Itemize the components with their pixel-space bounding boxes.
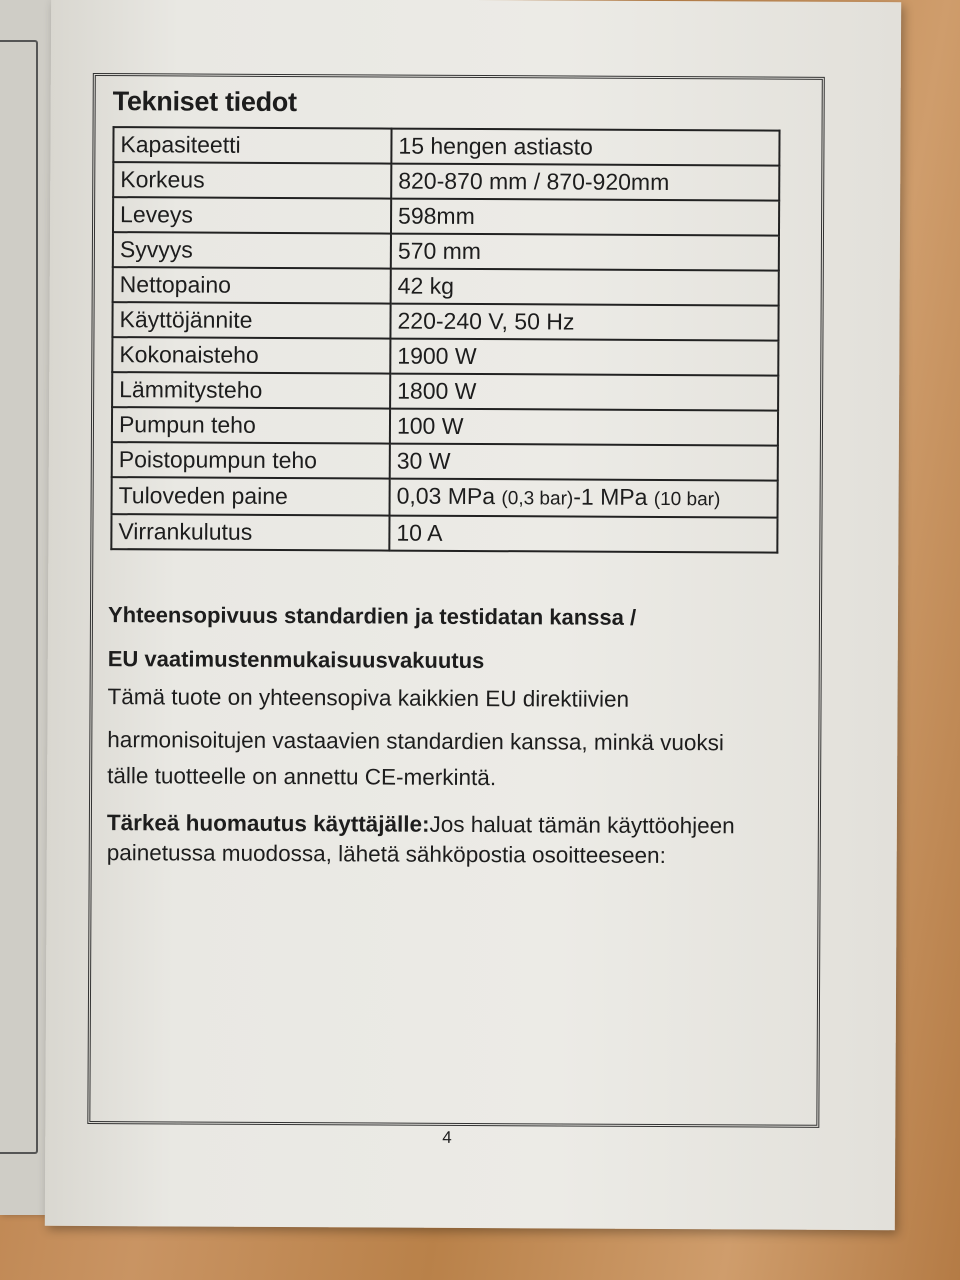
page-number: 4 [442,1127,452,1147]
spec-value-text: 1800 W [397,377,477,405]
section-body-line-3: tälle tuotteelle on annettu CE-merkintä. [107,763,497,791]
spec-label: Kokonaisteho [112,337,390,373]
table-row [112,477,778,517]
spec-value [390,409,778,446]
table-row [113,267,779,305]
spec-value [390,304,778,341]
table-row [112,442,778,480]
spec-value-text: 0,03 MPa [396,482,496,510]
manual-page [45,0,901,1230]
table-row [113,162,779,200]
spec-value-text: 1900 W [397,342,477,370]
spec-value-text: 30 W [396,447,451,474]
spec-value [391,164,779,201]
table-row [112,407,778,445]
spec-value-text: 10 A [396,519,443,546]
spec-value-text: 598mm [398,202,475,230]
spec-label: Lämmitysteho [112,372,390,408]
spec-value-max-bar: (10 bar) [653,488,721,511]
spec-value [390,444,778,481]
spec-value [391,234,779,271]
section-heading-line-2: EU vaatimustenmukaisuusvakuutus [107,646,485,674]
spec-value [389,516,777,553]
spec-value [391,199,779,236]
spec-label: Leveys [113,197,391,233]
spec-value-max: -1 MPa [573,483,648,510]
spec-value-bar: (0,3 bar) [501,488,574,510]
page-title: Tekniset tiedot [112,86,297,118]
section-body-line-1: Tämä tuote on yhteensopiva kaikkien EU direktiivien [107,684,630,712]
spec-value [390,479,778,518]
spec-value-text: 100 W [396,412,464,439]
note-label: Tärkeä huomautus käyttäjälle: [106,810,430,837]
section-body-line-2: harmonisoitujen vastaavien standardien kanssa, minkä vuoksi [107,727,724,756]
spec-value-text: 15 hengen astiasto [398,132,593,160]
spec-value-text: 220-240 V, 50 Hz [397,307,575,335]
specs-table [110,126,780,553]
previous-page-frame [0,40,38,1154]
spec-label: Korkeus [113,162,391,198]
spec-label: Tuloveden paine [112,477,390,515]
spec-value [390,339,778,376]
note-text: Jos haluat tämän käyttöohjeen [429,811,735,839]
table-row [113,232,779,270]
spec-value [391,129,779,166]
table-row [112,302,778,340]
spec-label: Pumpun teho [112,407,390,443]
table-row [113,127,779,165]
spec-label: Käyttöjännite [112,302,390,338]
spec-label: Syvyys [113,232,391,268]
table-row [112,337,778,375]
spec-value [391,269,779,306]
spec-label: Poistopumpun teho [112,442,390,478]
spec-value [390,374,778,411]
spec-value-text: 820-870 mm / 870-920mm [398,167,670,196]
table-row [113,197,779,235]
spec-value-text: 570 mm [397,237,482,265]
table-row [111,514,777,552]
table-row [112,372,778,410]
spec-label: Virrankulutus [111,514,389,550]
spec-value-text: 42 kg [397,272,455,299]
note-line-2: painetussa muodossa, lähetä sähköpostia osoitteeseen: [106,840,666,869]
spec-label: Nettopaino [113,267,391,303]
spec-label: Kapasiteetti [113,127,391,163]
section-heading: Yhteensopivuus standardien ja testidatan kanssa / [107,602,637,630]
